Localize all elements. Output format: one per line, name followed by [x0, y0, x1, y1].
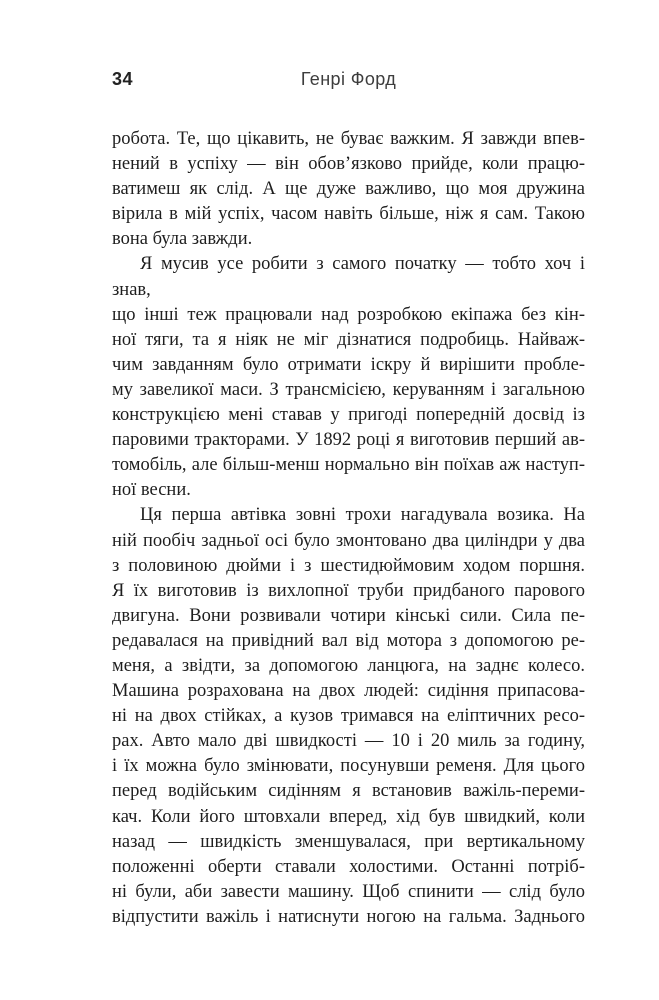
text-line: Машина розрахована на двох людей: сидіння припасова- — [112, 681, 585, 702]
text-line: положенні оберти ставали холостими. Останні потріб- — [112, 856, 585, 877]
text-line: назад — швидкість зменшувалася, при вертикальному — [112, 831, 585, 852]
text-line: меня, а звідти, за допомогою ланцюга, на заднє колесо. — [112, 655, 585, 676]
page-header — [112, 68, 585, 90]
text-line: робота. Те, що цікавить, не буває важким. Я завжди впев- — [112, 129, 585, 149]
text-line: Я їх виготовив із вихлопної труби придбаного парового — [112, 580, 585, 601]
text-line: вона була завжди. — [112, 229, 253, 250]
text-line: відпустити важіль і натиснути ногою на гальма. Заднього — [112, 906, 585, 927]
running-head-title: Генрі Форд — [300, 69, 397, 89]
text-line: ної весни. — [112, 480, 191, 501]
body-text — [112, 127, 585, 930]
text-line: чим завданням було отримати іскру й вирішити пробле- — [112, 354, 585, 375]
text-line: кач. Коли його штовхали вперед, хід був швидкий, коли — [112, 806, 585, 827]
text-line: ної тяги, та я ніяк не міг дізнатися подробиць. Найваж- — [112, 329, 585, 350]
text-line: нений в успіху — він обов’язково прийде, коли працю- — [112, 154, 585, 175]
text-line: і їх можна було змінювати, посунувши ременя. Для цього — [112, 756, 585, 777]
text-line: ватимеш як слід. А ще дуже важливо, що моя дружина — [112, 179, 585, 200]
text-line: двигуна. Вони розвивали чотири кінські сили. Сила пе- — [112, 605, 585, 626]
text-line: конструкцією мені ставав у пригоді попередній досвід із — [112, 405, 585, 426]
text-line: ні на двох стійках, а кузов тримався на еліптичних ресо- — [112, 706, 585, 727]
text-line: му завеликої маси. З трансмісією, керуванням і загальною — [112, 379, 585, 400]
text-line: ній пообіч задньої осі було змонтовано два циліндри у два — [112, 530, 585, 551]
text-line: ні були, аби завести машину. Щоб спинити — слід було — [112, 881, 585, 902]
page-number: 34 — [112, 69, 134, 89]
text-line: рах. Авто мало дві швидкості — 10 і 20 миль за годину, — [112, 731, 585, 752]
text-line: з половиною дюйми і з шестидюймовим ходом поршня. — [112, 555, 585, 576]
text-line: Ця перша автівка зовні трохи нагадувала возика. На — [140, 505, 585, 526]
text-line: що інші теж працювали над розробкою екіпажа без кін- — [112, 304, 585, 325]
text-line: Я мусив усе робити з самого початку — тобто хоч і знав, — [112, 254, 585, 300]
text-line: редавалася на привідний вал від мотора з допомогою ре- — [112, 630, 585, 651]
text-line: перед водійським сидінням я встановив важіль-переми- — [112, 781, 585, 802]
text-line: вірила в мій успіх, часом навіть більше, ніж я сам. Такою — [112, 204, 585, 225]
text-line: томобіль, але більш-менш нормально він поїхав аж наступ- — [112, 455, 585, 476]
text-line: паровими тракторами. У 1892 році я виготовив перший ав- — [112, 430, 585, 451]
